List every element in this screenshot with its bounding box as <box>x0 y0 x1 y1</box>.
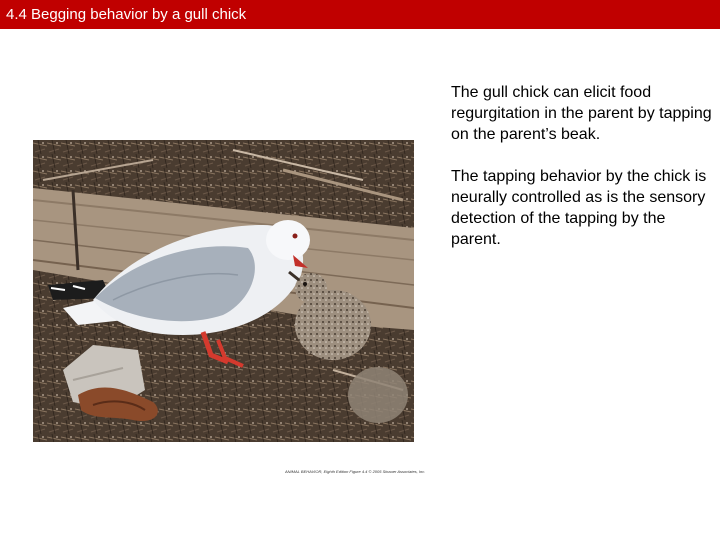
body-text <box>451 82 713 250</box>
paragraph-neural-control: The tapping behavior by the chick is neurally controlled as is the sensory detection of the tapping by the parent. <box>451 168 707 248</box>
gull-chick-photo <box>33 140 414 442</box>
slide-title: 4.4 Begging behavior by a gull chick <box>6 6 247 23</box>
figure-credit: ANIMAL BEHAVIOR, Eighth Edition Figure 4.4 © 2005 Sinauer Associates, Inc. <box>285 469 426 474</box>
paragraph-food-regurgitation: The gull chick can elicit food regurgitation in the parent by tapping on the parent’s beak. <box>451 84 712 143</box>
slide-title-bar <box>0 0 720 29</box>
